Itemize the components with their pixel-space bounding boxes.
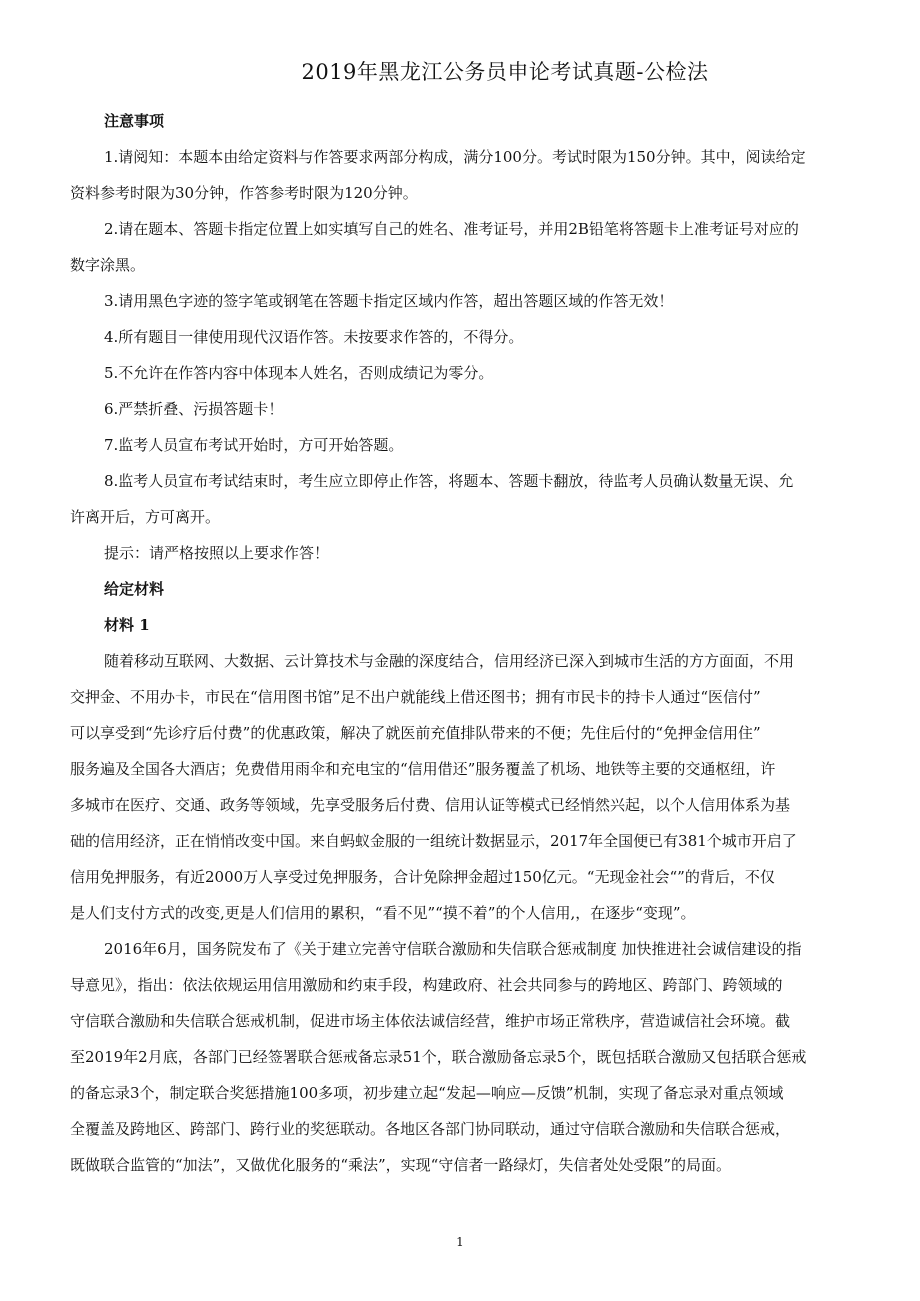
paragraph-line: 随着移动互联网、大数据、云计算技术与金融的深度结合，信用经济已深入到城市生活的方方面面，不用	[104, 652, 795, 670]
paragraph-line: 全覆盖及跨地区、跨部门、跨行业的奖惩联动。各地区各部门协同联动，通过守信联合激励和失信联合惩戒，	[70, 1120, 791, 1138]
notice-line: 2.请在题本、答题卡指定位置上如实填写自己的姓名、准考证号，并用2B铅笔将答题卡上准考证号对应的	[104, 220, 799, 238]
notice-item	[70, 283, 870, 319]
paragraph-line: 多城市在医疗、交通、政务等领域，先享受服务后付费、信用认证等模式已经悄然兴起，以个人信用体系为基	[70, 796, 791, 814]
paragraph-line: 信用免押服务，有近2000万人享受过免押服务，合计免除押金超过150亿元。“无现金社会“”的背后，不仅	[70, 868, 775, 886]
notice-item	[70, 319, 870, 355]
paragraph-line: 是人们支付方式的改变,更是人们信用的累积，“看不见”“摸不着”的个人信用,，在逐步“变现”。	[70, 904, 696, 922]
notice-line: 3.请用黑色字迹的签字笔或钢笔在答题卡指定区域内作答，超出答题区域的作答无效！	[104, 292, 674, 310]
notice-item	[70, 211, 870, 283]
material-1-heading: 材料 1	[104, 616, 150, 634]
materials-heading: 给定材料	[104, 580, 165, 598]
paragraph-line: 服务遍及全国各大酒店；免费借用雨伞和充电宝的“信用借还”服务覆盖了机场、地铁等主要的交通枢纽，许	[70, 760, 776, 778]
paragraph-line: 导意见》，指出：依法依规运用信用激励和约束手段，构建政府、社会共同参与的跨地区、跨部门、跨领域的	[70, 976, 783, 994]
notice-line: 提示：请严格按照以上要求作答！	[104, 544, 330, 562]
paragraph-line: 至2019年2月底，各部门已经签署联合惩戒备忘录51个，联合激励备忘录5个，既包括联合激励又包括联合惩戒	[70, 1048, 807, 1066]
material-paragraph	[70, 931, 870, 1183]
notice-line: 6.严禁折叠、污损答题卡！	[104, 400, 284, 418]
paragraph-line: 既做联合监管的“加法”，又做优化服务的“乘法”，实现“守信者一路绿灯，失信者处处受限”的局面。	[70, 1156, 732, 1174]
paragraph-line: 可以享受到“先诊疗后付费”的优惠政策，解决了就医前充值排队带来的不便；先住后付的“免押金信用住”	[70, 724, 761, 742]
notice-item	[70, 463, 870, 535]
notice-item	[70, 139, 870, 211]
page-number: 1	[456, 1235, 464, 1249]
notice-line: 8.监考人员宣布考试结束时，考生应立即停止作答，将题本、答题卡翻放，待监考人员确认数量无误、允	[104, 472, 794, 490]
notice-line: 1.请阅知：本题本由给定资料与作答要求两部分构成，满分100分。考试时限为150分钟。其中，阅读给定	[104, 148, 806, 166]
paragraph-line: 交押金、不用办卡，市民在“信用图书馆”足不出户就能线上借还图书；拥有市民卡的持卡人通过“医信付”	[70, 688, 761, 706]
page-title: 2019年黑龙江公务员申论考试真题-公检法	[301, 60, 709, 84]
notice-item	[70, 391, 870, 427]
document-body	[70, 103, 870, 1183]
notice-line: 资料参考时限为30分钟，作答参考时限为120分钟。	[70, 184, 418, 202]
paragraph-line: 的备忘录3个，制定联合奖惩措施100多项，初步建立起“发起—响应—反馈”机制，实现了备忘录对重点领域	[70, 1084, 784, 1102]
notice-item	[70, 427, 870, 463]
notice-line: 数字涂黑。	[70, 256, 146, 274]
paragraph-line: 2016年6月，国务院发布了《关于建立完善守信联合激励和失信联合惩戒制度 加快推进社会诚信建设的指	[104, 940, 802, 958]
notice-line: 4.所有题目一律使用现代汉语作答。未按要求作答的，不得分。	[104, 328, 524, 346]
notice-heading: 注意事项	[104, 112, 165, 130]
paragraph-line: 础的信用经济，正在悄悄改变中国。来自蚂蚁金服的一组统计数据显示，2017年全国便已有381个城市开启了	[70, 832, 797, 850]
notice-line: 许离开后，方可离开。	[70, 508, 221, 526]
paragraph-line: 守信联合激励和失信联合惩戒机制，促进市场主体依法诚信经营，维护市场正常秩序，营造诚信社会环境。截	[70, 1012, 791, 1030]
material-paragraph	[70, 643, 870, 931]
notice-line: 5.不允许在作答内容中体现本人姓名，否则成绩记为零分。	[104, 364, 494, 382]
notice-item	[70, 355, 870, 391]
notice-line: 7.监考人员宣布考试开始时，方可开始答题。	[104, 436, 404, 454]
notice-item	[70, 535, 870, 571]
